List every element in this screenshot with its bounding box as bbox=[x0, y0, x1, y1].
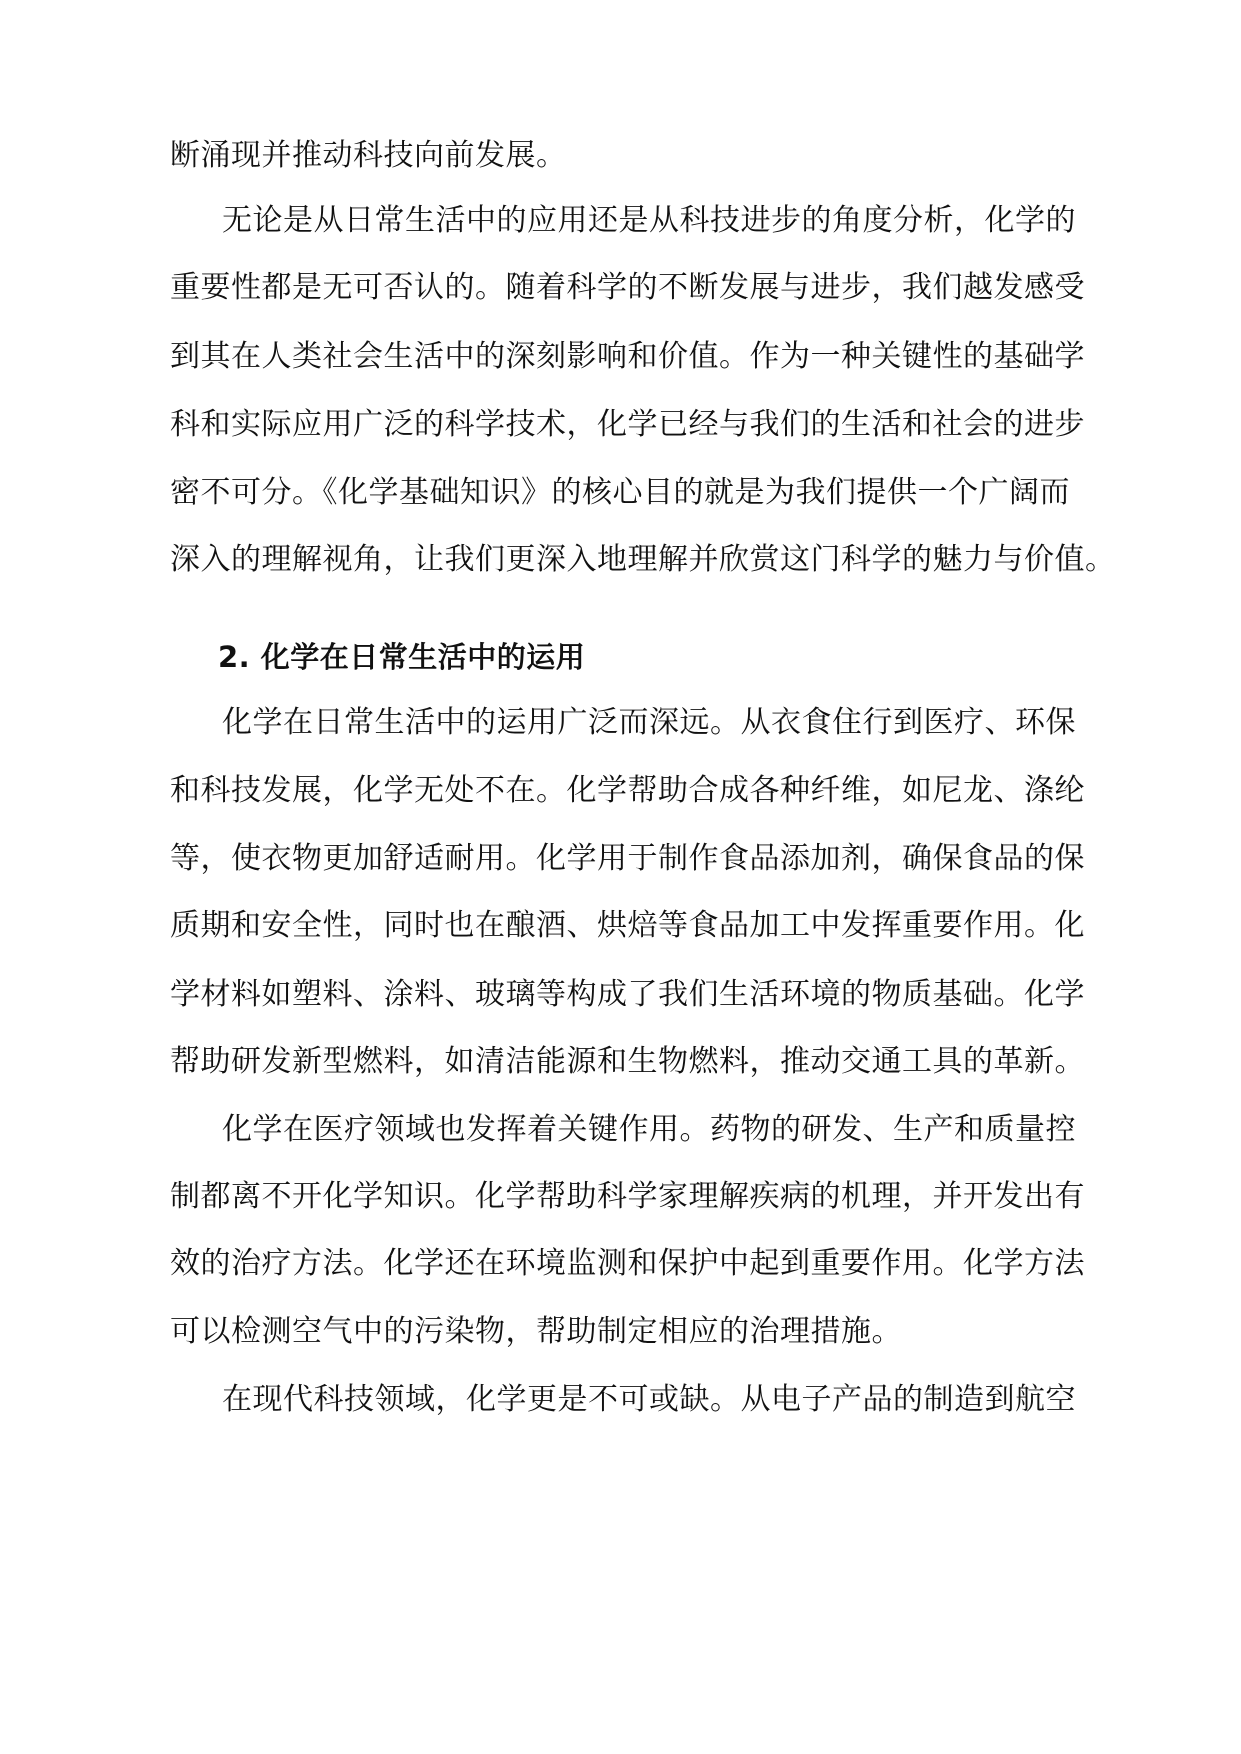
text-line: 断涌现并推动科技向前发展。 bbox=[170, 138, 567, 173]
text-line: 学材料如塑料、涂料、玻璃等构成了我们生活环境的物质基础。化学 bbox=[170, 977, 1085, 1012]
text-line: 和科技发展，化学无处不在。化学帮助合成各种纤维，如尼龙、涤纶 bbox=[170, 773, 1085, 808]
text-line: 深入的理解视角，让我们更深入地理解并欣赏这门科学的魅力与价值。 bbox=[170, 542, 1116, 577]
section-heading: 2. 化学在日常生活中的运用 bbox=[218, 640, 586, 674]
text-line: 无论是从日常生活中的应用还是从科技进步的角度分析，化学的 bbox=[222, 203, 1076, 238]
text-line: 到其在人类社会生活中的深刻影响和价值。作为一种关键性的基础学 bbox=[170, 339, 1085, 374]
text-line: 科和实际应用广泛的科学技术，化学已经与我们的生活和社会的进步 bbox=[170, 407, 1085, 442]
text-line: 可以检测空气中的污染物，帮助制定相应的治理措施。 bbox=[170, 1314, 902, 1349]
text-line: 在现代科技领域，化学更是不可或缺。从电子产品的制造到航空 bbox=[222, 1382, 1076, 1417]
text-line: 等，使衣物更加舒适耐用。化学用于制作食品添加剂，确保食品的保 bbox=[170, 841, 1085, 876]
text-line: 重要性都是无可否认的。随着科学的不断发展与进步，我们越发感受 bbox=[170, 270, 1085, 305]
text-line: 化学在日常生活中的运用广泛而深远。从衣食住行到医疗、环保 bbox=[222, 705, 1076, 740]
text-line: 质期和安全性，同时也在酿酒、烘焙等食品加工中发挥重要作用。化 bbox=[170, 908, 1085, 943]
text-line: 制都离不开化学知识。化学帮助科学家理解疾病的机理，并开发出有 bbox=[170, 1179, 1085, 1214]
text-line: 密不可分。《化学基础知识》的核心目的就是为我们提供一个广阔而 bbox=[170, 475, 1070, 510]
text-line: 效的治疗方法。化学还在环境监测和保护中起到重要作用。化学方法 bbox=[170, 1246, 1085, 1281]
text-line: 化学在医疗领域也发挥着关键作用。药物的研发、生产和质量控 bbox=[222, 1112, 1076, 1147]
text-line: 帮助研发新型燃料，如清洁能源和生物燃料，推动交通工具的革新。 bbox=[170, 1044, 1085, 1079]
